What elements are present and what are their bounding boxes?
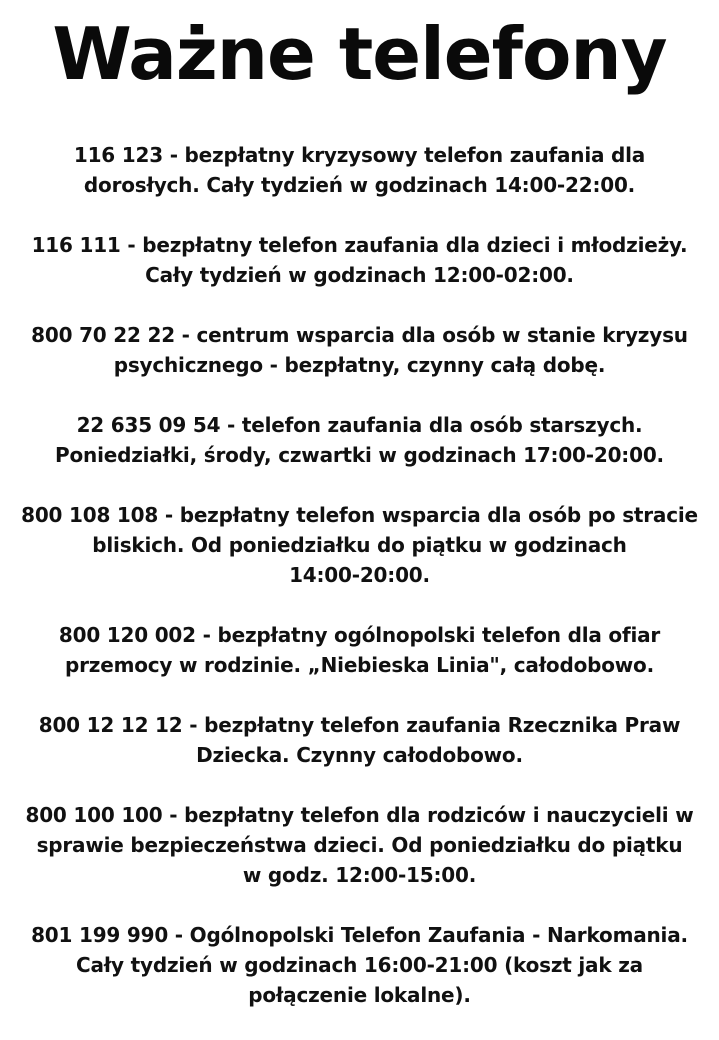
entry-text-line: 800 120 002 - bezpłatny ogólnopolski telefon dla ofiar	[58, 623, 661, 647]
entry-text-line: przemocy w rodzinie. „Niebieska Linia", całodobowo.	[64, 653, 654, 677]
entry-text-line: połączenie lokalne).	[248, 983, 471, 1007]
phone-entry-800120002	[0, 620, 719, 680]
entry-text-line: dorosłych. Cały tydzień w godzinach 14:00-22:00.	[83, 173, 636, 197]
entry-text-line: 800 108 108 - bezpłatny telefon wsparcia dla osób po stracie	[21, 503, 698, 527]
entry-text-line: 801 199 990 - Ogólnopolski Telefon Zaufania - Narkomania.	[31, 923, 688, 947]
entry-text-line: 116 123 - bezpłatny kryzysowy telefon zaufania dla	[73, 143, 646, 167]
phone-entry-116123	[0, 140, 719, 200]
phone-entry-800121212	[0, 710, 719, 770]
entry-text-line: psychicznego - bezpłatny, czynny całą dobę.	[113, 353, 606, 377]
entry-text-line: 116 111 - bezpłatny telefon zaufania dla dzieci i młodzieży.	[31, 233, 688, 257]
entry-text-line: Cały tydzień w godzinach 12:00-02:00.	[145, 263, 574, 287]
phone-entry-801199990	[0, 920, 719, 1010]
phone-entry-226350954	[0, 410, 719, 470]
entry-text-line: 22 635 09 54 - telefon zaufania dla osób starszych.	[76, 413, 643, 437]
entry-text-line: w godz. 12:00-15:00.	[242, 863, 477, 887]
entry-text-line: Poniedziałki, środy, czwartki w godzinach 17:00-20:00.	[55, 443, 664, 467]
entry-text-line: bliskich. Od poniedziałku do piątku w godzinach	[92, 533, 627, 557]
entry-text-line: Dziecka. Czynny całodobowo.	[196, 743, 523, 767]
entry-text-line: sprawie bezpieczeństwa dzieci. Od poniedziałku do piątku	[36, 833, 683, 857]
entry-text-line: 800 70 22 22 - centrum wsparcia dla osób w stanie kryzysu	[31, 323, 688, 347]
phone-entry-800702222	[0, 320, 719, 380]
page-title: Ważne telefony	[52, 12, 667, 96]
entry-text-line: Cały tydzień w godzinach 16:00-21:00 (koszt jak za	[76, 953, 643, 977]
phone-entry-116111	[0, 230, 719, 290]
phone-entry-800100100	[0, 800, 719, 890]
phone-list	[0, 140, 719, 1040]
entry-text-line: 14:00-20:00.	[289, 563, 430, 587]
entry-text-line: 800 12 12 12 - bezpłatny telefon zaufania Rzecznika Praw	[38, 713, 681, 737]
phone-entry-800108108	[0, 500, 719, 590]
entry-text-line: 800 100 100 - bezpłatny telefon dla rodziców i nauczycieli w	[25, 803, 694, 827]
